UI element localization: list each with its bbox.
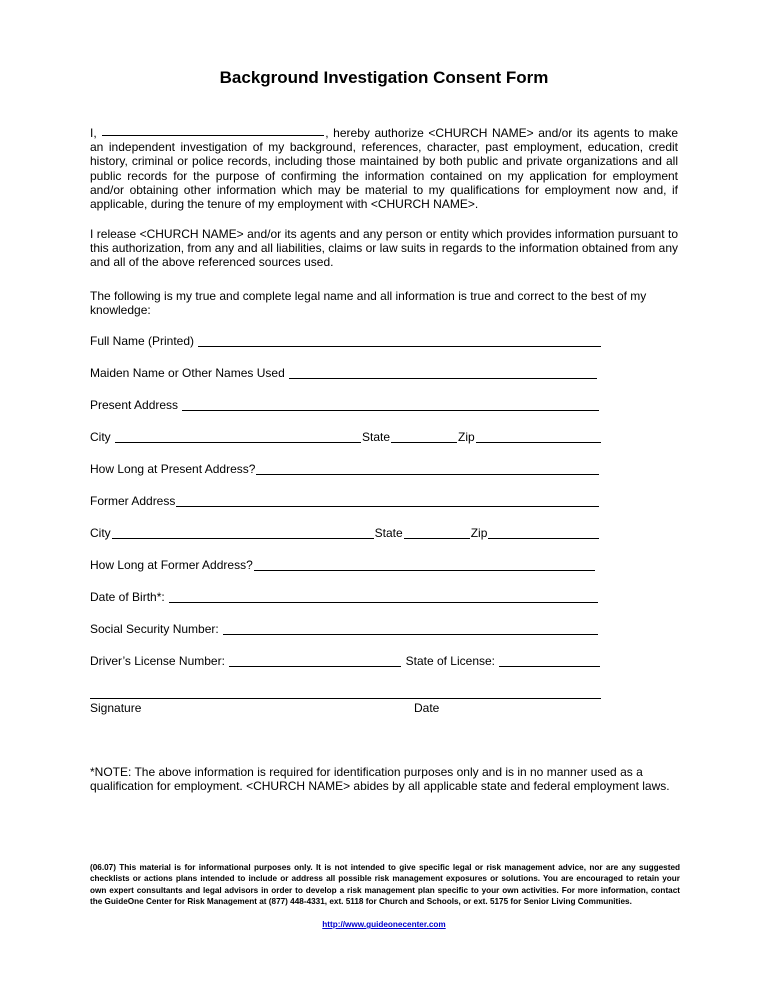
date-label: Date — [414, 701, 440, 715]
authorization-paragraph — [90, 124, 678, 211]
maiden-name-label: Maiden Name or Other Names Used — [90, 366, 289, 380]
present-address-row — [90, 398, 600, 412]
present-address-field[interactable] — [182, 399, 599, 411]
ssn-label: Social Security Number: — [90, 622, 223, 636]
present-city-row — [90, 430, 602, 444]
how-long-present-row — [90, 462, 600, 476]
footer-link[interactable]: http://www.guideonecenter.com — [322, 920, 446, 929]
former-city-field[interactable] — [112, 527, 374, 539]
dl-number-label: Driver’s License Number: — [90, 654, 229, 668]
signature-label: Signature — [90, 701, 142, 715]
how-long-present-label: How Long at Present Address? — [90, 462, 256, 476]
dob-field[interactable] — [169, 591, 598, 603]
how-long-present-field[interactable] — [256, 463, 599, 475]
drivers-license-row — [90, 654, 601, 668]
former-address-field[interactable] — [176, 495, 599, 507]
footer-disclaimer: (06.07) This material is for informational purposes only. It is not intended to give specific legal or risk management advice, nor are any suggested checklists or actions plans intended to include or address all possible risk management exposures or solutions. You are encouraged to retain your own expert consultants and legal advisors in order to develop a risk management plan specific to your own activities. For more information, contact the GuideOne Center for Risk Management at (877) 448-4331, ext. 5118 for Church and Schools, or ext. 5175 for Senior Living Communities. — [90, 863, 680, 907]
full-name-label: Full Name (Printed) — [90, 334, 198, 348]
state-of-license-field[interactable] — [499, 655, 600, 667]
release-paragraph: I release <CHURCH NAME> and/or its agents and any person or entity which provides information pursuant to this authorization, from any and all liabilities, claims or law suits in regards to the information obtained from any and all of the above referenced sources used. — [90, 227, 678, 270]
how-long-former-row — [90, 558, 596, 572]
state-label: State — [362, 430, 391, 444]
former-zip-field[interactable] — [488, 527, 599, 539]
full-name-row — [90, 334, 602, 348]
former-address-label: Former Address — [90, 494, 176, 508]
full-name-field[interactable] — [198, 335, 601, 347]
zip2-label: Zip — [470, 526, 488, 540]
maiden-name-row — [90, 366, 598, 380]
present-zip-field[interactable] — [476, 431, 601, 443]
dob-label: Date of Birth*: — [90, 590, 169, 604]
authorization-body: , hereby authorize <CHURCH NAME> and/or its agents to make an independent investigation of my background, references, character, past employment, education, credit history, criminal or police records, including those maintained by both public and private organizations and all public records for the purpose of confirming the information contained on my application for employment and/or obtaining other information which may be material to my qualifications for employment now and, if applicable, during the tenure of my employment with <CHURCH NAME>. — [90, 126, 678, 212]
ssn-row — [90, 622, 599, 636]
note-paragraph: *NOTE: The above information is required for identification purposes only and is in no manner used as a qualification for employment. <CHURCH NAME> abides by all applicable state and federal employment laws. — [90, 765, 670, 794]
former-state-field[interactable] — [404, 527, 470, 539]
state2-label: State — [374, 526, 403, 540]
city2-label: City — [90, 526, 111, 540]
ssn-field[interactable] — [223, 623, 598, 635]
present-address-label: Present Address — [90, 398, 182, 412]
former-address-row — [90, 494, 600, 508]
zip-label: Zip — [458, 430, 475, 444]
how-long-former-field[interactable] — [254, 559, 595, 571]
dl-number-field[interactable] — [229, 655, 401, 667]
authorization-start: I, — [90, 126, 97, 140]
authorizer-name-blank[interactable] — [102, 124, 324, 136]
dob-row — [90, 590, 599, 604]
signature-line[interactable] — [90, 698, 601, 699]
form-title: Background Investigation Consent Form — [219, 68, 549, 87]
former-city-row — [90, 526, 600, 540]
present-state-field[interactable] — [391, 431, 457, 443]
state-of-license-label: State of License: — [402, 654, 499, 668]
city-label: City — [90, 430, 114, 444]
truth-statement: The following is my true and complete legal name and all information is true and correct to the best of my knowledge: — [90, 289, 647, 318]
maiden-name-field[interactable] — [289, 367, 597, 379]
how-long-former-label: How Long at Former Address? — [90, 558, 253, 572]
present-city-field[interactable] — [115, 431, 361, 443]
